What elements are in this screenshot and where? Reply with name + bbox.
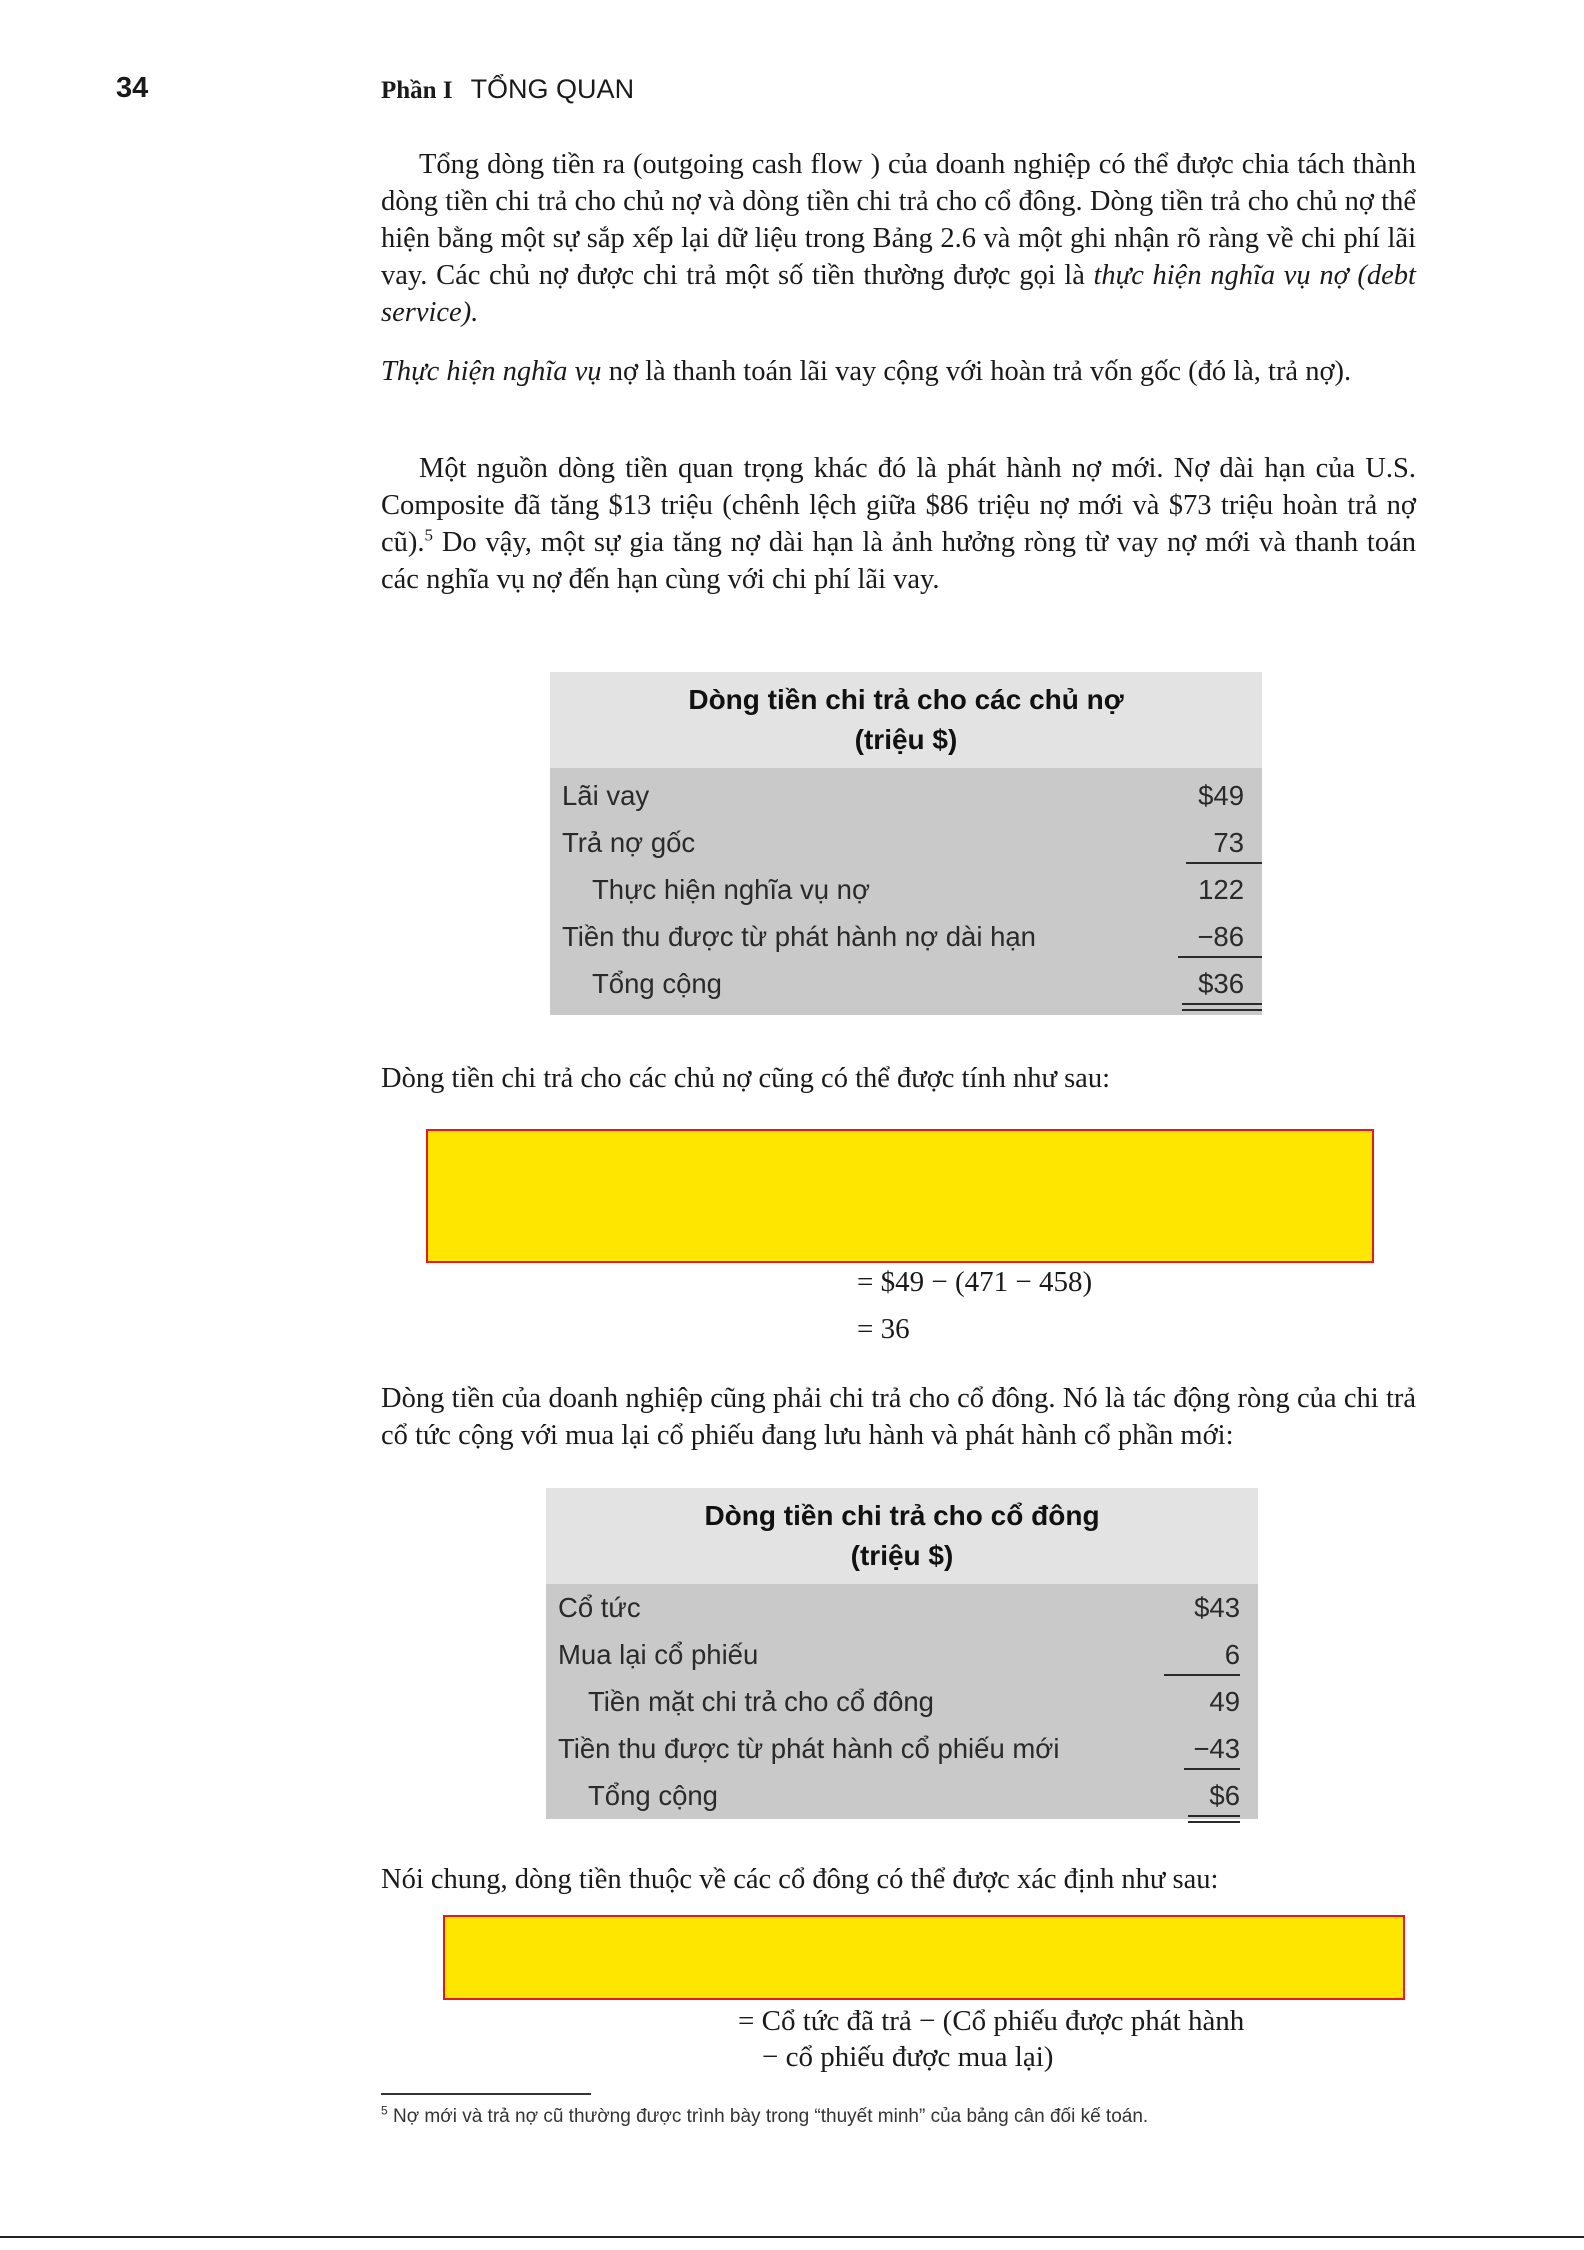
paragraph-stockholders: Dòng tiền của doanh nghiệp cũng phải chi trả cho cổ đông. Nó là tác động ròng của chi trả cổ tức cộng với mua lại cổ phiếu đang lưu hành và phát hành cổ phần mới:: [381, 1383, 1416, 1451]
total-double-underline: [1182, 1009, 1262, 1011]
part-label: Phần I: [381, 77, 453, 104]
row-value: $6: [1209, 1780, 1240, 1811]
subtotal-underline: [1178, 956, 1262, 958]
table-row: [546, 1725, 1258, 1772]
row-label: Thực hiện nghĩa vụ nợ: [592, 874, 870, 905]
subtotal-underline: [1186, 862, 1262, 864]
table-row: [550, 960, 1262, 1007]
table-row: [546, 1584, 1258, 1631]
table-title: Dòng tiền chi trả cho cổ đông: [704, 1500, 1100, 1531]
paragraph-debt-service-definition: [381, 353, 1416, 390]
total-double-underline: [1188, 1815, 1240, 1817]
creditors-cash-flow-table: [550, 672, 1262, 1015]
page-bottom-edge: [0, 2236, 1584, 2238]
total-double-underline: [1182, 1003, 1262, 1005]
table-row: [550, 772, 1262, 819]
table-header: [550, 672, 1262, 768]
footnote-number: 5: [381, 2103, 388, 2118]
debt-service-italic: Thực hiện nghĩa vụ: [381, 356, 602, 387]
creditors-equation-line1: = $49 − (471 − 458): [857, 1266, 1093, 1298]
page-number: 34: [116, 72, 149, 104]
table-row: [550, 866, 1262, 913]
row-value: 49: [1209, 1686, 1240, 1717]
chapter-title: TỔNG QUAN: [470, 74, 635, 104]
paragraph-new-debt: [381, 450, 1416, 598]
table-row: [550, 819, 1262, 866]
footnote-text: Nợ mới và trả nợ cũ thường được trình bày trong “thuyết minh” của bảng cân đối kế toán.: [387, 2106, 1149, 2127]
stockholders-equation-line2: − cổ phiếu được mua lại): [762, 2041, 1054, 2073]
row-label: Tổng cộng: [592, 968, 722, 999]
creditors-equation-line2: = 36: [857, 1313, 910, 1345]
row-value: −86: [1197, 921, 1244, 952]
paragraph-text: Tổng dòng tiền ra (outgoing cash flow ) của doanh nghiệp có thể được chia tách thành dòng tiền chi trả cho chủ nợ và dòng tiền chi trả cho cổ đông. Dòng tiền trả cho chủ nợ thể hiện bằng một sự sắp xếp lại dữ liệu trong Bảng 2.6 và một ghi nhận rõ ràng về chi phí lãi vay. Các chủ nợ được chi trả một số tiền thường được gọi là: [381, 149, 1416, 291]
debt-service-term: thực hiện nghĩa vụ nợ (debt service).: [381, 260, 1416, 328]
table-unit: (triệu $): [854, 724, 958, 755]
row-value: $49: [1198, 780, 1244, 811]
subtotal-underline: [1184, 1768, 1240, 1770]
paragraph-stockholders-formula-intro: Nói chung, dòng tiền thuộc về các cổ đông có thể được xác định như sau:: [381, 1864, 1219, 1895]
row-value: 122: [1198, 874, 1244, 905]
subtotal-underline: [1164, 1674, 1240, 1676]
row-value: $43: [1194, 1592, 1240, 1623]
row-label: Cổ tức: [558, 1592, 641, 1623]
footnote-rule: [381, 2093, 591, 2095]
stockholders-equation-line1: = Cổ tức đã trả − (Cổ phiếu được phát hành: [738, 2005, 1245, 2037]
row-value: 73: [1213, 827, 1244, 858]
table-row: [550, 913, 1262, 960]
highlighted-formula-box: [443, 1915, 1405, 2000]
table-row: [546, 1772, 1258, 1819]
paragraph-creditors-formula-intro: Dòng tiền chi trả cho các chủ nợ cũng có thể được tính như sau:: [381, 1063, 1110, 1094]
footnote-reference: 5: [424, 525, 434, 545]
paragraph-text: Một nguồn dòng tiền quan trọng khác đó là phát hành nợ mới. Nợ dài hạn của U.S. Composite đã tăng $13 triệu (chênh lệch giữa $86 triệu nợ mới và $73 triệu hoàn trả nợ cũ).: [381, 453, 1416, 558]
running-head: [381, 74, 634, 105]
row-label: Tiền thu được từ phát hành nợ dài hạn: [562, 921, 1036, 952]
footnote: [381, 2103, 1149, 2128]
total-double-underline: [1188, 1821, 1240, 1823]
table-unit: (triệu $): [850, 1540, 954, 1571]
row-value: $36: [1198, 968, 1244, 999]
row-label: Tiền thu được từ phát hành cổ phiếu mới: [558, 1733, 1060, 1764]
table-row: [546, 1631, 1258, 1678]
table-row: [546, 1678, 1258, 1725]
paragraph-text: nợ là thanh toán lãi vay cộng với hoàn trả vốn gốc (đó là, trả nợ).: [601, 356, 1352, 387]
table-header: [546, 1488, 1258, 1584]
highlighted-formula-box: [426, 1129, 1374, 1263]
row-label: Lãi vay: [562, 780, 650, 811]
paragraph-text-cont: Do vậy, một sự gia tăng nợ dài hạn là ảnh hưởng ròng từ vay nợ mới và thanh toán các nghĩa vụ nợ đến hạn cùng với chi phí lãi vay.: [381, 527, 1416, 595]
row-label: Tiền mặt chi trả cho cổ đông: [588, 1686, 934, 1717]
row-label: Mua lại cổ phiếu: [558, 1639, 759, 1670]
row-label: Tổng cộng: [588, 1780, 718, 1811]
row-label: Trả nợ gốc: [562, 827, 696, 858]
paragraph-outgoing-cash-flow: [381, 146, 1416, 331]
row-value: −43: [1193, 1733, 1240, 1764]
table-title: Dòng tiền chi trả cho các chủ nợ: [688, 684, 1124, 715]
row-value: 6: [1224, 1639, 1240, 1670]
stockholders-cash-flow-table: [546, 1488, 1258, 1819]
